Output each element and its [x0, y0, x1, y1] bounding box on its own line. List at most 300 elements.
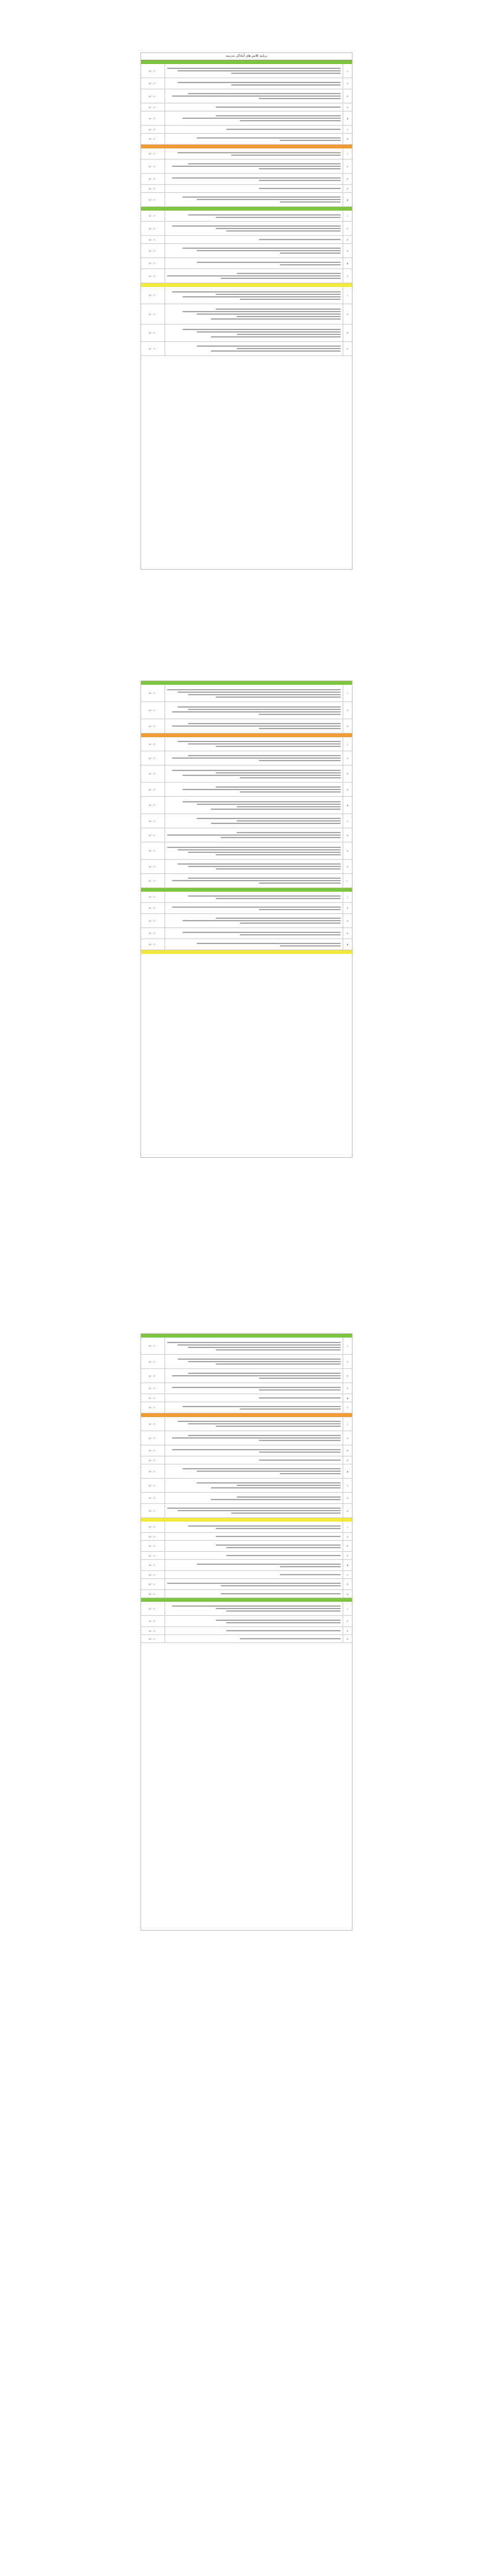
date-cell: ۱۴۰۰/۰۰: [141, 304, 165, 324]
date-cell: ۱۴۰۰/۰۰: [141, 1402, 165, 1413]
text-line: [172, 225, 341, 227]
text-line: [280, 1566, 341, 1567]
table-row: [141, 1627, 352, 1635]
description-cell: [165, 1456, 343, 1464]
description-cell: [165, 1560, 343, 1570]
text-line: [237, 1496, 341, 1498]
text-line: [197, 199, 341, 200]
row-number: ۶: [343, 814, 352, 828]
text-line: [237, 334, 341, 335]
description-cell: [165, 1504, 343, 1517]
table-row: [141, 797, 352, 814]
text-line: [177, 863, 341, 865]
row-number: ۲: [343, 751, 352, 765]
text-line: [280, 1574, 341, 1575]
table-row: [141, 1383, 352, 1394]
description-cell: [165, 325, 343, 341]
text-line: [177, 741, 341, 742]
row-number: ۳: [343, 1627, 352, 1634]
text-line: [226, 1555, 341, 1556]
text-line: [216, 1349, 341, 1351]
text-line: [172, 906, 341, 908]
text-line: [167, 1508, 341, 1509]
text-line: [188, 878, 341, 879]
table-row: [141, 685, 352, 702]
row-number: ۱: [343, 737, 352, 751]
text-line: [240, 1638, 341, 1639]
text-line: [216, 1544, 341, 1546]
description-cell: [165, 159, 343, 173]
description-cell: [165, 244, 343, 257]
date-cell: ۱۴۰۰/۰۰: [141, 342, 165, 355]
table-row: [141, 814, 352, 828]
text-line: [216, 115, 341, 116]
section-band-yellow: [141, 950, 352, 954]
text-line: [259, 239, 341, 240]
date-cell: ۱۴۰۰/۰۰: [141, 702, 165, 719]
text-line: [216, 918, 341, 919]
table-row: [141, 111, 352, 126]
table-row: [141, 159, 352, 174]
text-line: [197, 137, 341, 139]
text-line: [197, 313, 341, 315]
description-cell: [165, 1533, 343, 1540]
text-line: [216, 772, 341, 773]
description-cell: [165, 1431, 343, 1445]
document-page-1: [141, 52, 352, 570]
description-cell: [165, 89, 343, 103]
description-cell: [165, 1616, 343, 1626]
date-cell: ۱۴۰۰/۰۰: [141, 828, 165, 842]
row-number: ۴: [343, 928, 352, 939]
date-cell: ۱۴۰۰/۰۰: [141, 222, 165, 235]
text-line: [211, 1499, 341, 1500]
row-number: ۲: [343, 1616, 352, 1626]
text-line: [280, 1473, 341, 1474]
text-line: [216, 898, 341, 899]
text-line: [216, 786, 341, 788]
row-number: ۲: [343, 1431, 352, 1445]
description-cell: [165, 1493, 343, 1503]
text-line: [182, 1406, 341, 1407]
text-line: [211, 1487, 341, 1488]
text-line: [177, 1344, 341, 1346]
row-number: ۱: [343, 64, 352, 78]
description-cell: [165, 304, 343, 324]
text-line: [197, 1564, 341, 1565]
date-cell: ۱۴۰۰/۰۰: [141, 1338, 165, 1354]
text-line: [221, 837, 341, 838]
row-number: ۳: [343, 1541, 352, 1551]
text-line: [182, 329, 341, 330]
row-number: ۷: [343, 134, 352, 144]
row-number: ۴: [343, 1456, 352, 1464]
description-cell: [165, 1464, 343, 1478]
document-page-3: [141, 1333, 352, 1931]
table-row: [141, 1431, 352, 1445]
description-cell: [165, 765, 343, 782]
date-cell: ۱۴۰۰/۰۰: [141, 174, 165, 184]
table-row: [141, 783, 352, 797]
row-number: ۸: [343, 1590, 352, 1597]
table-row: [141, 126, 352, 134]
row-number: ۲: [343, 903, 352, 913]
text-line: [216, 228, 341, 229]
row-number: ۹: [343, 860, 352, 873]
text-line: [259, 882, 341, 884]
text-line: [182, 1468, 341, 1469]
text-line: [167, 847, 341, 848]
text-line: [182, 311, 341, 312]
table-row: [141, 1590, 352, 1598]
row-number: ۱: [343, 1417, 352, 1431]
table-row: [141, 1456, 352, 1464]
text-line: [240, 791, 341, 793]
description-cell: [165, 737, 343, 751]
table-row: [141, 78, 352, 89]
text-line: [237, 806, 341, 807]
text-line: [197, 818, 341, 819]
row-number: ۶: [343, 1479, 352, 1492]
text-line: [226, 1547, 341, 1548]
date-cell: ۱۴۰۰/۰۰: [141, 939, 165, 950]
text-line: [240, 923, 341, 924]
description-cell: [165, 814, 343, 828]
date-cell: ۱۴۰۰/۰۰: [141, 244, 165, 257]
row-number: ۵: [343, 797, 352, 814]
text-line: [172, 757, 341, 759]
date-cell: ۱۴۰۰/۰۰: [141, 159, 165, 173]
text-line: [197, 1482, 341, 1484]
text-line: [259, 1440, 341, 1441]
text-line: [231, 1512, 341, 1514]
description-cell: [165, 1394, 343, 1402]
date-cell: ۱۴۰۰/۰۰: [141, 1464, 165, 1478]
text-line: [259, 909, 341, 910]
table-row: [141, 287, 352, 304]
table-row: [141, 222, 352, 236]
date-cell: ۱۴۰۰/۰۰: [141, 1431, 165, 1445]
text-line: [216, 868, 341, 870]
text-line: [259, 1452, 341, 1453]
row-number: ۳: [343, 174, 352, 184]
text-line: [259, 1389, 341, 1391]
text-line: [237, 1485, 341, 1486]
table-row: [141, 64, 352, 78]
text-line: [182, 248, 341, 249]
text-line: [188, 214, 341, 216]
date-cell: ۱۴۰۰/۰۰: [141, 1522, 165, 1532]
table-row: [141, 1635, 352, 1643]
text-line: [240, 1408, 341, 1410]
table-row: [141, 928, 352, 939]
text-line: [259, 180, 341, 181]
row-number: ۵: [343, 193, 352, 206]
text-line: [167, 1342, 341, 1343]
table-row: [141, 842, 352, 860]
text-line: [240, 777, 341, 778]
description-cell: [165, 928, 343, 939]
page-body: [141, 60, 352, 356]
text-line: [231, 73, 341, 74]
text-line: [231, 155, 341, 156]
row-number: ۷: [343, 1493, 352, 1503]
text-line: [188, 723, 341, 724]
date-cell: ۱۴۰۰/۰۰: [141, 236, 165, 243]
text-line: [197, 262, 341, 263]
row-number: ۲: [343, 304, 352, 324]
table-row: [141, 939, 352, 950]
row-number: ۱: [343, 211, 352, 221]
text-line: [172, 711, 341, 713]
date-cell: ۱۴۰۰/۰۰: [141, 928, 165, 939]
text-line: [216, 1528, 341, 1529]
row-number: ۵: [343, 258, 352, 269]
date-cell: ۱۴۰۰/۰۰: [141, 325, 165, 341]
table-row: [141, 719, 352, 733]
row-number: ۵: [343, 1464, 352, 1478]
description-cell: [165, 860, 343, 873]
row-number: ۴: [343, 103, 352, 111]
date-cell: ۱۴۰۰/۰۰: [141, 842, 165, 859]
table-row: [141, 148, 352, 159]
row-number: ۳: [343, 1445, 352, 1456]
row-number: ۴: [343, 342, 352, 355]
page-body: [141, 681, 352, 954]
row-number: ۲: [343, 78, 352, 89]
table-row: [141, 1602, 352, 1616]
row-number: ۸: [343, 842, 352, 859]
row-number: ۷: [343, 1579, 352, 1589]
table-row: [141, 1464, 352, 1479]
description-cell: [165, 269, 343, 283]
row-number: ۵: [343, 111, 352, 125]
description-cell: [165, 1355, 343, 1368]
table-row: [141, 874, 352, 888]
description-cell: [165, 1579, 343, 1589]
description-cell: [165, 1417, 343, 1431]
date-cell: ۱۴۰۰/۰۰: [141, 1552, 165, 1559]
text-line: [182, 789, 341, 790]
text-line: [237, 316, 341, 317]
date-cell: ۱۴۰۰/۰۰: [141, 892, 165, 902]
text-line: [177, 692, 341, 693]
text-line: [188, 852, 341, 853]
date-cell: ۱۴۰۰/۰۰: [141, 1355, 165, 1368]
date-cell: ۱۴۰۰/۰۰: [141, 193, 165, 206]
text-line: [188, 1361, 341, 1362]
text-line: [197, 345, 341, 347]
description-cell: [165, 1541, 343, 1551]
description-cell: [165, 1338, 343, 1354]
date-cell: ۱۴۰۰/۰۰: [141, 1394, 165, 1402]
row-number: ۶: [343, 126, 352, 133]
text-line: [237, 820, 341, 822]
text-line: [216, 309, 341, 310]
text-line: [211, 350, 341, 352]
date-cell: ۱۴۰۰/۰۰: [141, 1627, 165, 1634]
description-cell: [165, 1445, 343, 1456]
text-line: [188, 709, 341, 710]
description-cell: [165, 892, 343, 902]
description-cell: [165, 258, 343, 269]
description-cell: [165, 1369, 343, 1383]
date-cell: ۱۴۰۰/۰۰: [141, 1635, 165, 1642]
table-row: [141, 1533, 352, 1541]
date-cell: ۱۴۰۰/۰۰: [141, 1616, 165, 1626]
text-line: [226, 129, 341, 130]
table-row: [141, 1369, 352, 1383]
text-line: [167, 1583, 341, 1584]
description-cell: [165, 1590, 343, 1597]
table-row: [141, 1355, 352, 1369]
text-line: [259, 188, 341, 189]
date-cell: ۱۴۰۰/۰۰: [141, 1560, 165, 1570]
table-row: [141, 903, 352, 914]
text-line: [167, 689, 341, 690]
text-line: [197, 331, 341, 333]
row-number: ۴: [343, 783, 352, 796]
text-line: [188, 1347, 341, 1348]
row-number: ۶: [343, 1571, 352, 1578]
date-cell: ۱۴۰۰/۰۰: [141, 783, 165, 796]
text-line: [226, 1610, 341, 1612]
table-row: [141, 174, 352, 185]
date-cell: ۱۴۰۰/۰۰: [141, 1417, 165, 1431]
row-number: ۱۰: [343, 874, 352, 887]
table-row: [141, 1522, 352, 1533]
description-cell: [165, 148, 343, 159]
row-number: ۶: [343, 269, 352, 283]
text-line: [188, 1525, 341, 1527]
date-cell: ۱۴۰۰/۰۰: [141, 685, 165, 701]
description-cell: [165, 1402, 343, 1413]
text-line: [240, 934, 341, 935]
description-cell: [165, 287, 343, 304]
description-cell: [165, 828, 343, 842]
date-cell: ۱۴۰۰/۰۰: [141, 1445, 165, 1456]
text-line: [172, 177, 341, 179]
text-line: [259, 1378, 341, 1379]
description-cell: [165, 64, 343, 78]
text-line: [182, 296, 341, 297]
date-cell: ۱۴۰۰/۰۰: [141, 1479, 165, 1492]
date-cell: ۱۴۰۰/۰۰: [141, 765, 165, 782]
text-line: [280, 201, 341, 203]
text-line: [216, 1620, 341, 1621]
text-line: [226, 230, 341, 232]
description-cell: [165, 1602, 343, 1615]
row-number: ۳: [343, 89, 352, 103]
description-cell: [165, 783, 343, 796]
table-row: [141, 1571, 352, 1579]
row-number: ۲: [343, 702, 352, 719]
date-cell: ۱۴۰۰/۰۰: [141, 1579, 165, 1589]
date-cell: ۱۴۰۰/۰۰: [141, 914, 165, 927]
text-line: [216, 1426, 341, 1427]
description-cell: [165, 1383, 343, 1394]
text-line: [177, 70, 341, 71]
description-cell: [165, 751, 343, 765]
row-number: ۳: [343, 325, 352, 341]
date-cell: ۱۴۰۰/۰۰: [141, 89, 165, 103]
table-row: [141, 1394, 352, 1402]
description-cell: [165, 797, 343, 814]
description-cell: [165, 1627, 343, 1634]
text-line: [188, 163, 341, 164]
row-number: ۲: [343, 1533, 352, 1540]
table-row: [141, 1338, 352, 1355]
text-line: [177, 706, 341, 708]
text-line: [280, 252, 341, 254]
text-line: [172, 291, 341, 293]
description-cell: [165, 1635, 343, 1642]
table-row: [141, 892, 352, 903]
table-row: [141, 211, 352, 222]
text-line: [259, 98, 341, 99]
text-line: [172, 725, 341, 727]
date-cell: ۱۴۰۰/۰۰: [141, 1590, 165, 1597]
row-number: ۳: [343, 765, 352, 782]
description-cell: [165, 236, 343, 243]
text-line: [259, 1460, 341, 1461]
page-body: [141, 1334, 352, 1643]
text-line: [172, 95, 341, 97]
text-line: [197, 250, 341, 251]
text-line: [177, 1421, 341, 1422]
date-cell: ۱۴۰۰/۰۰: [141, 1541, 165, 1551]
date-cell: ۱۴۰۰/۰۰: [141, 874, 165, 887]
text-line: [188, 743, 341, 745]
date-cell: ۱۴۰۰/۰۰: [141, 64, 165, 78]
date-cell: ۱۴۰۰/۰۰: [141, 814, 165, 828]
row-number: ۳: [343, 236, 352, 243]
description-cell: [165, 111, 343, 125]
description-cell: [165, 222, 343, 235]
description-cell: [165, 719, 343, 733]
date-cell: ۱۴۰۰/۰۰: [141, 185, 165, 192]
text-line: [182, 801, 341, 802]
text-line: [211, 336, 341, 337]
table-row: [141, 103, 352, 111]
row-number: ۶: [343, 1402, 352, 1413]
text-line: [182, 775, 341, 776]
date-cell: ۱۴۰۰/۰۰: [141, 134, 165, 144]
text-line: [172, 1375, 341, 1376]
text-line: [177, 1510, 341, 1511]
row-number: ۴: [343, 1635, 352, 1642]
text-line: [188, 866, 341, 867]
text-line: [240, 299, 341, 300]
table-row: [141, 258, 352, 269]
date-cell: ۱۴۰۰/۰۰: [141, 1533, 165, 1540]
table-row: [141, 860, 352, 874]
text-line: [188, 1423, 341, 1424]
text-line: [216, 696, 341, 698]
table-row: [141, 269, 352, 283]
row-number: ۳: [343, 914, 352, 927]
description-cell: [165, 1479, 343, 1492]
date-cell: ۱۴۰۰/۰۰: [141, 1383, 165, 1394]
description-cell: [165, 842, 343, 859]
date-cell: ۱۴۰۰/۰۰: [141, 719, 165, 733]
text-line: [211, 318, 341, 320]
row-number: ۴: [343, 244, 352, 257]
table-row: [141, 1402, 352, 1413]
row-number: ۴: [343, 185, 352, 192]
text-line: [172, 1387, 341, 1388]
table-row: [141, 342, 352, 356]
